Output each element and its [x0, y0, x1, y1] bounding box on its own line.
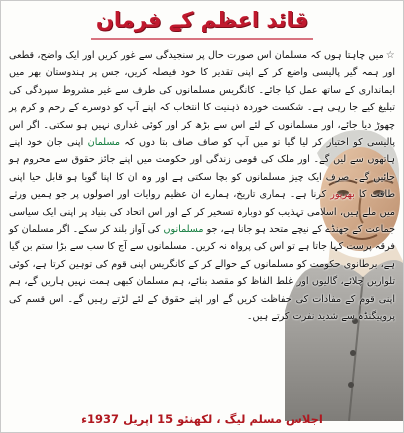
paragraph-mid-3: کی آواز بلند کر سکے۔ اگر مسلمان کو فرقہ پرست کہا جاتا ہے تو اس کی پرواہ نہ کریں۔ مسلمانوں سے آج کا سب سے بڑا ستم بن گیا ہے، برطانوی حکومت کو مسلمانوں کے حوالے کر کے کانگریس اپنی قوم کی توہین کرتا ہے، کوئی تلواریں چلائے، گالیوں اور غلط الفاظ کو مقصد بنائے، ہم مسلمان کبھی ہمت نہیں ہاریں گے، ہم اپنی قوم کے مفادات کی حفاظت کریں گے اور اپنے حقوق کے لئے لڑتے رہیں گے۔ اس قسم کی پروپیگنڈہ سے شدید نفرت کرتے ہیں۔	[9, 224, 395, 323]
paragraph-lead: میں چاہتا ہوں کہ مسلمان اس صورت حال پر سنجیدگی سے غور کریں اور ایک واضح، قطعی اور ہمہ گیر پالیسی واضع کر کے اپنی تقدیر کا خود فیصلہ کریں، جس پر ہندوستان بھر میں ایمانداری کے ساتھ عمل کیا جائے۔ کانگریس مسلمانوں کی طرف سے غیر مشروط سپردگی کی تبلیغ کیے جا رہی ہے۔ شکست خوردہ ذہنیت کا انتخاب کہ اپنے آپ کو دوسرے کے رحم و کرم پر چھوڑ دیا جائے، اور مسلمانوں کے لئے اس سے بڑھ کر اور کوئی غداری نہیں ہو سکتی۔ اگر اس پالیسی کو اختیار کر لیا گیا تو میں آپ کو صاف صاف بتا دوں کہ	[9, 50, 395, 149]
paragraph-mid-2: کرنا ہے۔ ہماری تاریخ، ہمارے ان عظیم روایات اور اصولوں پر جو ہمیں ورثے میں ملے ہیں، اسلامی تہذیب کو دوبارہ تسخیر کر کے اور اس اتحاد کی بنیاد پر اپنی ایک سیاسی جماعت کے جھنڈے کے نیچے متحد ہو جانا ہے، جو	[9, 189, 396, 236]
title-underline	[91, 38, 313, 40]
article-paragraph	[9, 47, 395, 326]
page-title: قائد اعظم کے فرمان	[95, 8, 309, 32]
signature-line: اجلاس مسلم لیگ ، لکھنئو 15 اپریل 1937ء	[81, 412, 323, 426]
highlight-red-1: بھرپور	[330, 189, 355, 201]
article	[1, 1, 403, 432]
highlight-green-1: مسلمان	[87, 137, 121, 149]
highlight-green-2: مسلمانوں	[163, 224, 204, 236]
star-icon: ☆	[385, 50, 395, 61]
paragraph-mid-1: اپنی جان خود اپنے ہاتھوں سے لیں گے۔ اور ملک کی قومی زندگی اور حکومت میں اپنے جائز حقوق سے محروم ہو جائیں گے۔ صرف ایک چیز مسلمانوں کو بچا سکتی ہے اور وہ ان کا اپنا گویا ہو قابل حیا اپنی طاقت کا	[9, 137, 395, 201]
